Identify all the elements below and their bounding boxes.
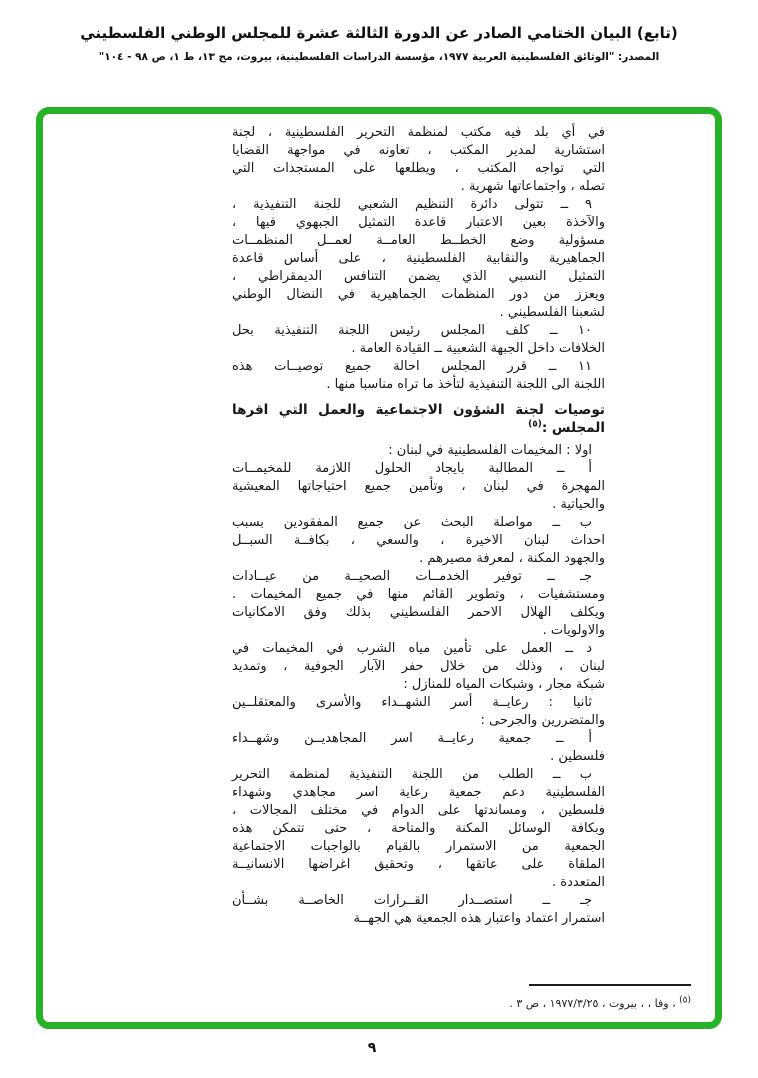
text-line: فلسطين ، ومساندتها على الدوام في مختلف المجالات ،: [232, 803, 605, 818]
text-line: لبنان ، وذلك من خلال حفر الآبار الجوفية ، وتمديد: [232, 659, 605, 674]
footnote-text: [509, 997, 691, 1010]
text-line: ويكلف الهلال الاحمر الفلسطيني بذلك وفق الامكانيات: [232, 605, 605, 620]
text-line: المتعددة .: [552, 875, 605, 890]
text-line: لشعبنا الفلسطيني .: [499, 305, 605, 320]
text-line: والآخذة بعين الاعتبار قاعدة التمثيل الجبهوي فيها ،: [232, 215, 605, 230]
text-line: والاولويات .: [542, 623, 605, 638]
text-line: فلسطين .: [550, 749, 605, 764]
text-line: الفلسطينية دعم جمعية رعاية اسر مجاهدي وشهداء: [232, 785, 605, 800]
paragraph: [232, 442, 605, 460]
document-title: (تابع) البيان الختامي الصادر عن الدورة الثالثة عشرة للمجلس الوطني الفلسطيني: [80, 24, 678, 42]
text-line: أ ــ المطالبة بايجاد الحلول اللازمة للمخيمــات: [232, 461, 592, 476]
page-number: ٩: [367, 1040, 377, 1056]
paragraph: [232, 892, 605, 928]
text-line: أ ــ جمعية رعايــة اسر المجاهديــن وشهــداء: [232, 731, 592, 746]
text-line: استمرار اعتماد واعتبار هذه الجمعية هي الجهــة: [353, 911, 605, 926]
source-line: المصدر: "الوثائق الفلسطينية العربية ١٩٧٧، مؤسسة الدراسات الفلسطينية، بيروت، مج ١٣، ط ١، ص ٩٨ - ١٠٤": [98, 51, 660, 63]
paragraph: [232, 730, 605, 766]
paragraph: [232, 640, 605, 694]
text-line: مسؤولية وضع الخطــط العامــة لعمــل المنظمــات: [232, 233, 605, 248]
text-line: جـ ــ توفير الخدمــات الصحيــة من عيــادات: [232, 569, 592, 584]
text-line: والجهود المكنة ، لمعرفة مصيرهم .: [419, 551, 605, 566]
text-line: اولا : المخيمات الفلسطينية في لبنان :: [388, 443, 592, 458]
footnote-body: ، وفا ، ، بيروت ، ١٩٧٧/٣/٢٥ ، ص ٣ .: [509, 997, 680, 1010]
text-line: ثانيا : رعايــة أسر الشهــداء والأسرى والمعتقلــين: [232, 695, 592, 710]
text-line: اللجنة الى اللجنة التنفيذية لتأخذ ما تراه مناسبا منها .: [326, 377, 605, 392]
document-frame: [36, 107, 722, 1029]
footnote: [509, 978, 691, 1010]
text-line: المهجرة في لبنان ، وتأمين جميع احتياجاتها المعيشية: [232, 479, 605, 494]
paragraph: [232, 568, 605, 640]
text-line: استشارية لمدير المكتب ، تعاونه في مواجهة القضايا: [232, 143, 605, 158]
text-line: وبكافة الوسائل المكنة والمتاحة ، حتى تتمكن هذه: [232, 821, 605, 836]
text-line: الملقاة على عاتقها ، وتحقيق اغراضها الانسانيــة: [232, 857, 605, 872]
text-line: ب ــ مواصلة البحث عن جميع المفقودين بسبب: [232, 515, 592, 530]
footnote-ref: (٥): [528, 419, 542, 430]
text-line: ٩ ــ تتولى دائرة التنظيم الشعبي للجنة التنفيذية ،: [232, 197, 592, 212]
text-block: [232, 124, 605, 928]
text-line: والمتضررين والجرحى :: [480, 713, 605, 728]
text-line: توصيات لجنة الشؤون الاجتماعية والعمل التي اقرها: [232, 402, 605, 418]
paragraph: [232, 196, 605, 322]
text-line: د ــ العمل على تأمين مياه الشرب في المخيمات في: [232, 641, 592, 656]
text-line: الجماهيرية والنقابية الفلسطينية ، على أساس قاعدة: [232, 251, 605, 266]
paragraph: [232, 766, 605, 892]
text-line: ١٠ ــ كلف المجلس رئيس اللجنة التنفيذية بحل: [232, 323, 592, 338]
footnote-divider: [529, 984, 691, 986]
text-line: الخلافات داخل الجبهة الشعبية ــ القيادة العامة .: [351, 341, 605, 356]
paragraph: [232, 124, 605, 196]
text-line: جـ ــ استصــدار القــرارات الخاصــة بشــأن: [232, 893, 592, 908]
text-line: الجمعية من الاستمرار بالقيام بالواجبات الاجتماعية: [232, 839, 605, 854]
paragraph: [232, 322, 605, 358]
text-line: ويعزز من دور المنظمات الجماهيرية في النضال الوطني: [232, 287, 605, 302]
page-header: [0, 24, 758, 63]
text-line: تصله ، واجتماعاتها شهرية .: [460, 179, 605, 194]
text-line: شبكة مجار ، وشبكات المياه للمنازل :: [403, 677, 605, 692]
text-line: احداث لبنان الاخيرة ، والسعي ، بكافــة السبــل: [232, 533, 605, 548]
section-heading: [232, 401, 605, 437]
text-line: ومستشفيات ، وتطوير القائم منها في جميع المخيمات .: [232, 587, 605, 602]
footnote-marker: (٥): [679, 995, 691, 1006]
text-line: في أي بلد فيه مكتب لمنظمة التحرير الفلسطينية ، لجنة: [232, 125, 605, 140]
text-line: التمثيل النسبي الذي يضمن التنافس الديمقراطي ،: [232, 269, 605, 284]
paragraph: [232, 358, 605, 394]
paragraph: [232, 460, 605, 514]
text-line: ١١ ــ قرر المجلس احالة جميع توصيــات هذه: [232, 359, 592, 374]
paragraph: [232, 694, 605, 730]
paragraph: [232, 514, 605, 568]
text-line: التي تواجه المكتب ، ويطلعها على المستجدات التي: [232, 161, 605, 176]
text-line: ب ــ الطلب من اللجنة التنفيذية لمنظمة التحرير: [232, 767, 592, 782]
text-line: والحياتية .: [552, 497, 605, 512]
text-line: المجلس :$^{(٥)}$: [528, 419, 605, 436]
